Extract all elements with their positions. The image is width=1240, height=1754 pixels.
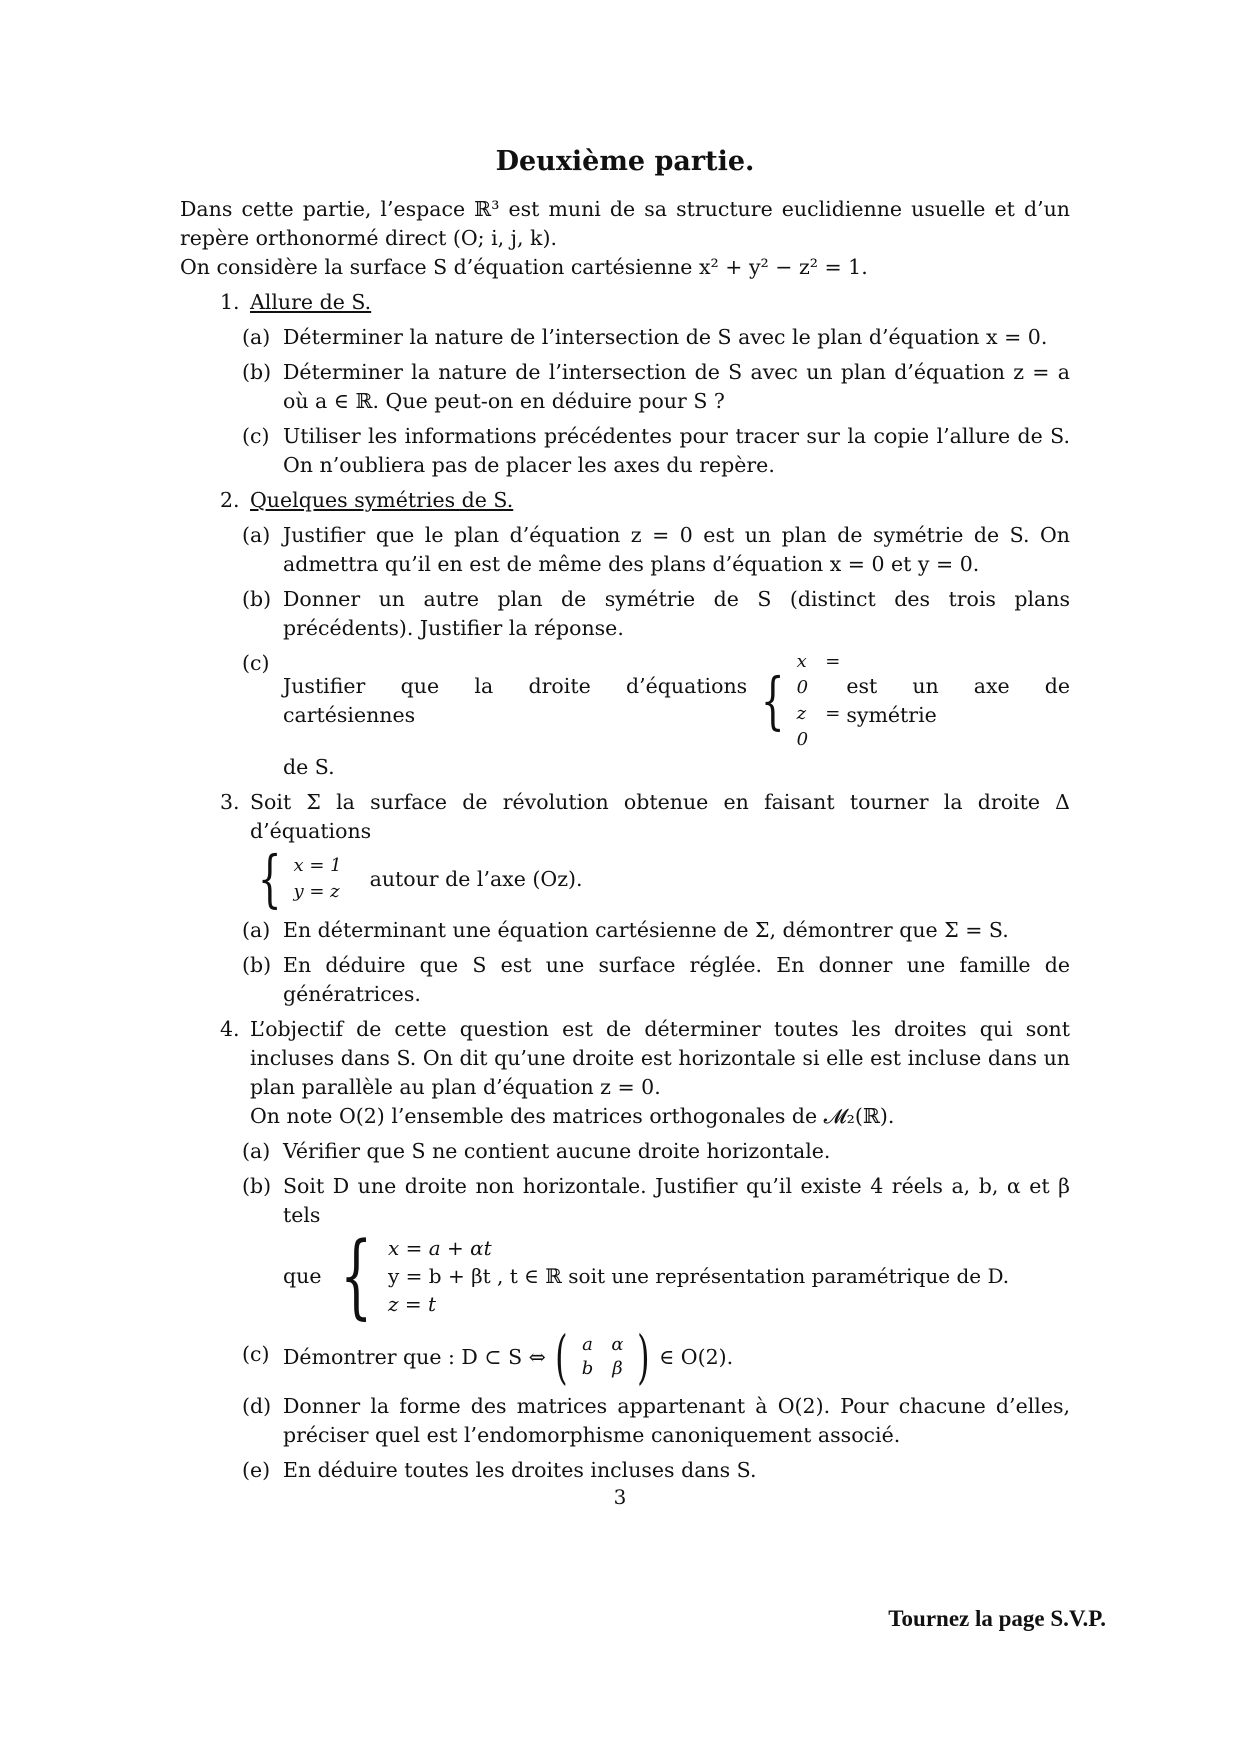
item-text: Vérifier que S ne contient aucune droite horizontale.	[283, 1139, 831, 1163]
item-text: Démontrer que : D ⊂ S ⇔	[283, 1344, 546, 1369]
question-1b	[180, 358, 1070, 416]
item-label: (a)	[242, 1139, 271, 1163]
item-label: (c)	[242, 1342, 270, 1366]
question-number: 1.	[220, 290, 240, 314]
item-text: En déduire toutes les droites incluses dans S.	[283, 1458, 757, 1482]
item-text: En déterminant une équation cartésienne de Σ, démontrer que Σ = S.	[283, 918, 1009, 942]
item-text-post: ∈ O(2).	[659, 1344, 734, 1369]
question-number: 2.	[220, 488, 240, 512]
matrix	[550, 1323, 655, 1391]
equation-line: y = b + βt , t ∈ ℝ soit une représentation paramétrique de D.	[388, 1264, 1010, 1288]
equation-line: x = a + αt	[388, 1236, 492, 1260]
item-text: Donner la forme des matrices appartenant à O(2). Pour chacune d’elles, préciser quel est l’endomorphisme canoniquement associé.	[283, 1394, 1070, 1447]
matrix-entry: b	[581, 1358, 594, 1379]
item-label: (b)	[242, 360, 272, 384]
left-paren: (	[554, 1323, 568, 1391]
item-text: Donner un autre plan de symétrie de S (distinct des trois plans précédents). Justifier la réponse.	[283, 587, 1070, 640]
equation-line: x = 1	[293, 855, 342, 876]
intro-line-2: On considère la surface S d’équation cartésienne x² + y² − z² = 1.	[180, 255, 868, 279]
item-text: Justifier que le plan d’équation z = 0 est un plan de symétrie de S. On admettra qu’il en est de même des plans d’équation x = 0 et y = 0.	[283, 523, 1070, 576]
question-2a	[180, 521, 1070, 579]
item-label: (a)	[242, 523, 271, 547]
parametric-system	[327, 1222, 1010, 1329]
item-label: (c)	[242, 651, 270, 675]
equation-system	[753, 649, 840, 753]
item-label: (d)	[242, 1394, 272, 1418]
equation-line: y = z	[293, 881, 340, 902]
question-3b	[180, 951, 1070, 1009]
question-3a	[180, 916, 1070, 945]
item-text: Déterminer la nature de l’intersection de S avec un plan d’équation z = a où a ∈ ℝ. Que peut-on en déduire pour S ?	[283, 360, 1070, 413]
question-4c	[180, 1323, 1070, 1391]
question-intro: L’objectif de cette question est de déterminer toutes les droites qui sont incluses dans S. On dit qu’une droite est horizontale si elle est incluse dans un plan parallèle au plan d’équation z = 0.	[250, 1017, 1070, 1099]
question-2c	[180, 649, 1070, 782]
question-number: 3.	[220, 790, 240, 814]
question-4	[180, 1015, 1070, 1131]
item-label: (e)	[242, 1458, 271, 1482]
matrix-entry: α	[611, 1334, 624, 1355]
page-number: 3	[613, 1485, 627, 1509]
brace-glyph: {	[761, 664, 785, 737]
question-intro-2: On note O(2) l’ensemble des matrices orthogonales de 𝓜₂(ℝ).	[250, 1104, 895, 1128]
question-4d	[180, 1392, 1070, 1450]
page-title: Deuxième partie.	[495, 146, 755, 177]
item-label: (a)	[242, 918, 271, 942]
matrix-entry: a	[582, 1334, 593, 1355]
question-3	[180, 788, 1070, 915]
right-paren: )	[637, 1323, 651, 1391]
item-label: (c)	[242, 424, 270, 448]
item-text: En déduire que S est une surface réglée. En donner une famille de génératrices.	[283, 953, 1070, 1006]
question-4e	[180, 1456, 1070, 1485]
intro-line-1: Dans cette partie, l’espace ℝ³ est muni de sa structure euclidienne usuelle et d’un repère orthonormé direct (O; i, j, k).	[180, 197, 1070, 250]
page-content	[180, 145, 1070, 1485]
question-1a	[180, 323, 1070, 352]
question-1c	[180, 422, 1070, 480]
item-text: Utiliser les informations précédentes pour tracer sur la copie l’allure de S. On n’oubliera pas de placer les axes du repère.	[283, 424, 1070, 477]
item-text: Soit D une droite non horizontale. Justifier qu’il existe 4 réels a, b, α et β tels	[283, 1174, 1070, 1227]
question-4a	[180, 1137, 1070, 1166]
item-label: (a)	[242, 325, 271, 349]
equation-system	[250, 842, 342, 915]
item-text: Déterminer la nature de l’intersection de S avec le plan d’équation x = 0.	[283, 325, 1048, 349]
item-label: (b)	[242, 1174, 272, 1198]
footer-turn-page: Tournez la page S.V.P.	[888, 1606, 1106, 1631]
question-2b	[180, 585, 1070, 643]
question-4b	[180, 1172, 1070, 1329]
question-number: 4.	[220, 1017, 240, 1041]
item-text-post: est un axe de symétrie	[846, 674, 1070, 727]
question-intro: Soit Σ la surface de révolution obtenue en faisant tourner la droite Δ d’équations	[250, 790, 1070, 843]
equation-line: z = 0	[796, 703, 841, 750]
question-title: Quelques symétries de S.	[250, 488, 514, 512]
brace-glyph: {	[257, 842, 282, 915]
question-title: Allure de S.	[250, 290, 372, 314]
equation-line: x = 0	[796, 651, 841, 698]
item-text-end: de S.	[283, 755, 335, 779]
item-label: (b)	[242, 953, 272, 977]
equation-line: z = t	[388, 1292, 437, 1316]
question-intro-post: autour de l’axe (Oz).	[369, 866, 583, 891]
item-text: Justifier que la droite d’équations cartésiennes	[283, 674, 748, 727]
question-2	[180, 486, 1070, 515]
brace-glyph: {	[340, 1222, 373, 1329]
item-label: (b)	[242, 587, 272, 611]
item-text-pre: que	[283, 1263, 322, 1288]
matrix-entry: β	[612, 1358, 623, 1379]
question-1	[180, 288, 1070, 317]
